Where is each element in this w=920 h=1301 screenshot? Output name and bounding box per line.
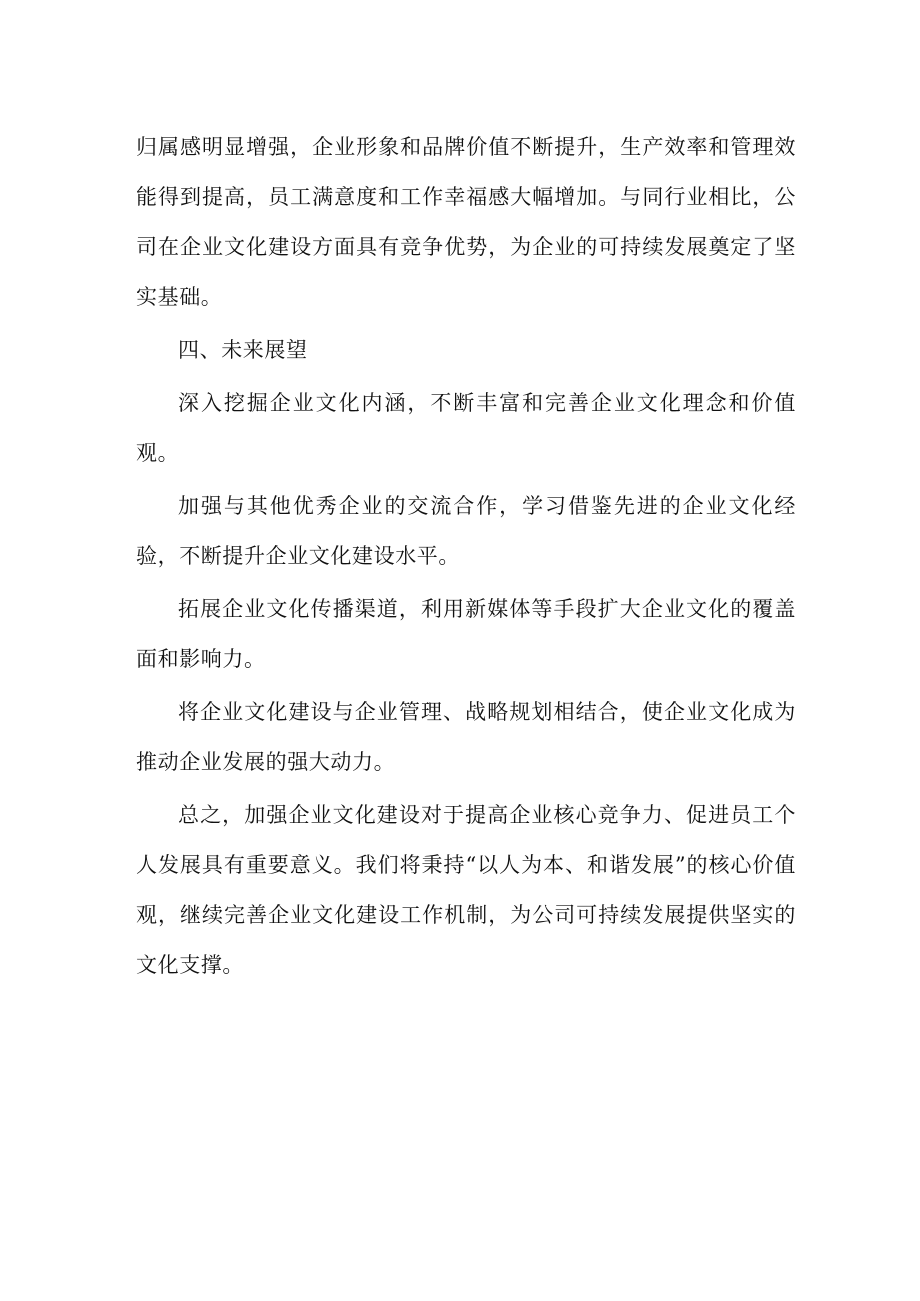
- paragraph-conclusion: 总之，加强企业文化建设对于提高企业核心竞争力、促进员工个人发展具有重要意义。我们将秉持“以人为本、和谐发展”的核心价值观，继续完善企业文化建设工作机制，为公司可持续发展提供坚实的文化支撑。: [136, 803, 796, 977]
- paragraph-continuation: 归属感明显增强，企业形象和品牌价值不断提升，生产效率和管理效能得到提高，员工满意度和工作幸福感大幅增加。与同行业相比，公司在企业文化建设方面具有竞争优势，为企业的可持续发展奠定了坚实基础。: [136, 135, 796, 309]
- paragraph-communication-channels: 拓展企业文化传播渠道，利用新媒体等手段扩大企业文化的覆盖面和影响力。: [136, 597, 796, 671]
- document-body: [136, 122, 796, 993]
- paragraph-culture-connotation: 深入挖掘企业文化内涵，不断丰富和完善企业文化理念和价值观。: [136, 391, 796, 465]
- section-heading-future-outlook: 四、未来展望: [178, 338, 308, 362]
- paragraph-management-integration: 将企业文化建设与企业管理、战略规划相结合，使企业文化成为推动企业发展的强大动力。: [136, 700, 796, 774]
- paragraph-exchange-cooperation: 加强与其他优秀企业的交流合作，学习借鉴先进的企业文化经验，不断提升企业文化建设水平。: [136, 494, 796, 568]
